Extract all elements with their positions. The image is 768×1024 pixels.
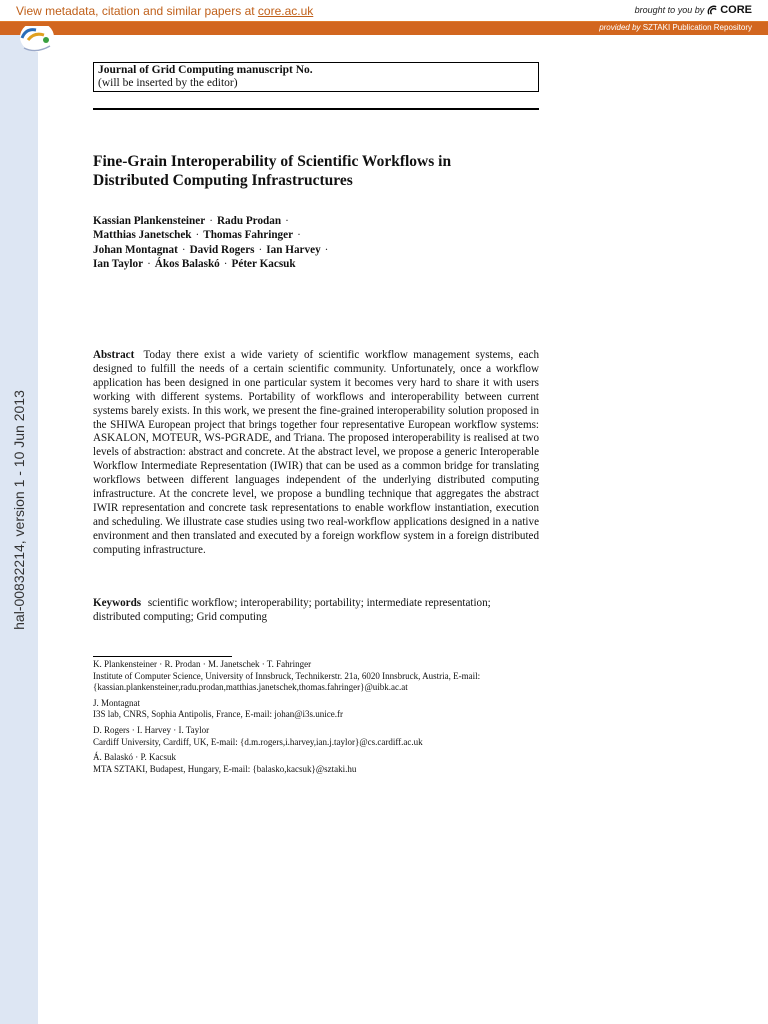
provided-by-text[interactable] [599,23,752,32]
author-line: Ian Taylor · Ákos Balaskó · Péter Kacsuk [93,257,296,270]
author: Radu Prodan [216,215,282,227]
footnote-line: Cardiff University, Cardiff, UK, E-mail: {d.m.rogers,i.harvey,ian.j.taylor}@cs.cardiff.ac.uk [93,736,423,747]
provided-by-bar [0,22,768,35]
footnote-line: {kassian.plankensteiner,radu.prodan,matthias.janetschek,thomas.fahringer}@uibk.ac.at [93,682,408,693]
provided-by-source: SZTAKI Publication Repository [640,23,752,32]
footnote-line: K. Plankensteiner · R. Prodan · M. Janetschek · T. Fahringer [93,659,312,669]
core-logo-icon [707,5,718,16]
paper-title [93,152,553,190]
author-line: Kassian Plankensteiner · Radu Prodan · [93,215,289,227]
brought-by-text: brought to you by [634,5,705,15]
author: Thomas Fahringer [203,229,294,242]
core-metadata-label: View metadata, citation and similar papers at [16,4,258,18]
author: Johan Montagnat [93,243,178,256]
journal-name: Journal of Grid Computing manuscript No. [98,64,313,76]
keywords [93,597,539,625]
footnote-line: D. Rogers · I. Harvey · I. Taylor [93,724,210,735]
footnote-affiliation [93,752,543,775]
abstract [93,349,539,558]
core-metadata-text [16,4,313,18]
header-rule [93,108,539,110]
footnote-rule [93,656,232,657]
author: Péter Kacsuk [231,257,296,270]
keywords-text: scientific workflow; interoperability; portability; intermediate representation; distributed computing; Grid computing [93,597,491,623]
core-logo-text: CORE [720,4,752,16]
editor-note: (will be inserted by the editor) [98,77,238,89]
hal-logo-icon [18,26,56,56]
footnote-affiliation [93,698,543,721]
footnote-affiliation [93,659,543,694]
footnotes [93,659,543,779]
author: Ian Harvey [266,243,321,256]
author-line: Matthias Janetschek · Thomas Fahringer · [93,229,301,242]
core-link[interactable]: core.ac.uk [257,4,314,18]
provided-by-prefix: provided by [599,23,641,32]
footnote-line: Institute of Computer Science, University of Innsbruck, Technikerstr. 21a, 6020 Innsbruck, Austria, E-mail: [93,670,481,681]
core-brand[interactable] [635,4,752,16]
author: Ákos Balaskó [154,257,220,270]
core-logo [707,4,752,16]
author-list [93,214,553,271]
core-banner [0,0,768,22]
journal-editor-box [93,62,539,92]
paper-title-line: Fine-Grain Interoperability of Scientific Workflows in [93,153,452,170]
abstract-text: Today there exist a wide variety of scientific workflow management systems, each designed to fulfill the needs of a certain scientific community. Unfortunately, once a workflow application has been designed in one particular system it becomes very hard to share it with users working with different systems. Portability of workflows and interoperability between current systems barely exists. In this work, we present the fine-grained interoperability solution proposed in the SHIWA European project that brings together four representative European workflow systems: ASKALON, MOTEUR, WS-PGRADE, and Triana. The proposed interoperability is realised at two levels of abstraction: abstract and concrete. At the abstract level, we propose a generic Interoperable Workflow Intermediate Representation (IWIR) that can be used as a common bridge for translating workflows between different languages independent of the underlying distributed computing infrastructure. At the concrete level, we propose a bundling technique that aggregates the abstract IWIR representation and concrete task representations to enable workflow instantiation, execution and scheduling. We illustrate case studies using two real-workflow applications designed in a native environment and then translated and executed by a foreign workflow system in a foreign distributed computing infrastructure. [93,349,539,556]
keywords-heading: Keywords [93,597,142,609]
footnote-affiliation [93,725,543,748]
author-line: Johan Montagnat · David Rogers · Ian Harvey · [93,243,329,256]
paper-title-line: Distributed Computing Infrastructures [93,172,353,189]
footnote-line: MTA SZTAKI, Budapest, Hungary, E-mail: {balasko,kacsuk}@sztaki.hu [93,763,357,774]
footnote-line: I3S lab, CNRS, Sophia Antipolis, France, E-mail: johan@i3s.unice.fr [93,709,344,720]
author: David Rogers [189,243,255,256]
author: Matthias Janetschek [93,229,192,242]
abstract-heading: Abstract [93,349,135,361]
footnote-line: J. Montagnat [93,697,140,708]
author: Kassian Plankensteiner [93,215,206,227]
hal-identifier: hal-00832214, version 1 - 10 Jun 2013 [11,390,27,630]
footnote-line: Á. Balaskó · P. Kacsuk [93,752,176,763]
author: Ian Taylor [93,257,144,270]
